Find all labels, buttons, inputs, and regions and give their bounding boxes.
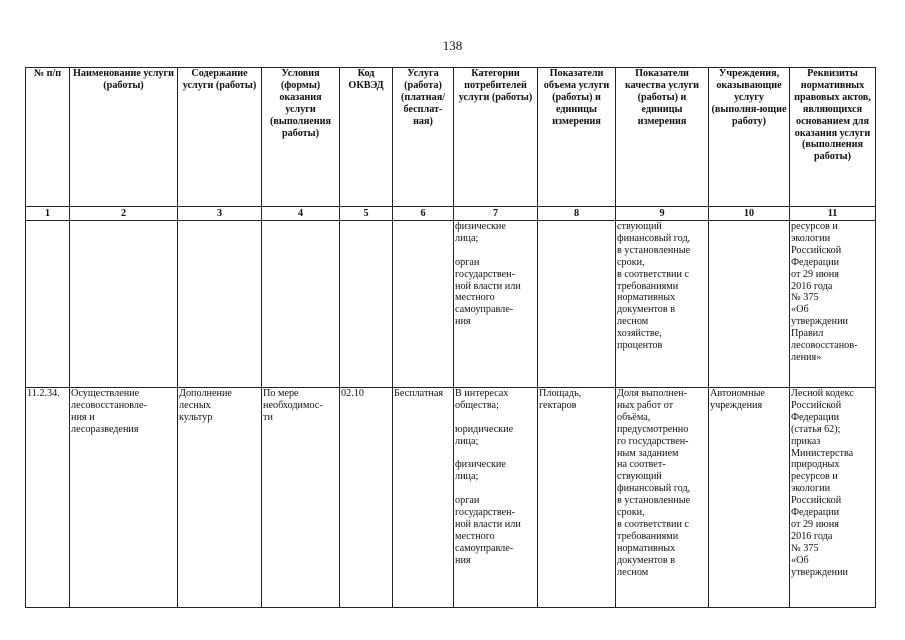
header-cell-1: № п/п — [26, 68, 70, 207]
consumers-legal-entities: юридические лица; — [455, 423, 514, 447]
cell-empty — [26, 221, 70, 388]
cell-consumers — [454, 388, 538, 608]
column-number: 4 — [262, 207, 340, 221]
cell-conditions — [262, 388, 340, 608]
header-cell-11: Реквизиты нормативных правовых актов, являющихся основанием для оказания услуги (выполнения работы) — [790, 68, 876, 207]
cell-quality — [616, 221, 709, 388]
service-name-text: Осуществление лесовосстановле- ния и лесоразведения — [71, 388, 147, 435]
cell-service-content — [178, 388, 262, 608]
header-cell-4: Условия (формы) оказания услуги (выполнения работы) — [262, 68, 340, 207]
column-number: 8 — [538, 207, 616, 221]
services-table — [25, 67, 876, 608]
consumers-individuals: физические лица; — [455, 221, 506, 244]
institutions-text: Автономные учреждения — [710, 388, 765, 411]
table-row-11-2-34 — [26, 388, 876, 608]
conditions-text: По мере необходимос- ти — [263, 388, 323, 423]
quality-text: ствующий финансовый год, в установленные сроки, в соответствии с требованиями нормативных документов в лесном хозяйстве, процентов — [617, 221, 691, 352]
cell-empty — [340, 221, 393, 388]
column-number-row — [26, 207, 876, 221]
header-cell-10: Учреждения, оказывающие услугу (выполня-ющие работу) — [709, 68, 790, 207]
column-number: 7 — [454, 207, 538, 221]
column-number: 2 — [70, 207, 178, 221]
cell-row-number: 11.2.34. — [26, 388, 70, 608]
column-number: 1 — [26, 207, 70, 221]
header-cell-8: Показатели объема услуги (работы) и единицы измерения — [538, 68, 616, 207]
table-row-continuation — [26, 221, 876, 388]
header-cell-9: Показатели качества услуги (работы) и единицы измерения — [616, 68, 709, 207]
consumers-individuals: физические лица; — [455, 459, 506, 483]
header-cell-5: Код ОКВЭД — [340, 68, 393, 207]
service-content-text: Дополнение лесных культур — [179, 388, 232, 423]
cell-legal — [790, 221, 876, 388]
cell-legal — [790, 388, 876, 608]
header-cell-7: Категории потребителей услуги (работы) — [454, 68, 538, 207]
cell-consumers — [454, 221, 538, 388]
consumers-authority: орган государствен- ной власти или местного самоуправле- ния — [455, 495, 521, 566]
cell-empty — [262, 221, 340, 388]
cell-paid: Бесплатная — [393, 388, 454, 608]
header-cell-3: Содержание услуги (работы) — [178, 68, 262, 207]
cell-okved: 02.10 — [340, 388, 393, 608]
legal-text: Лесной кодекс Российской Федерации (статья 62); приказ Министерства природных ресурсов и экологии Российской Федерации от 29 июня 2016 года № 375 «Об утверждении — [791, 388, 854, 578]
consumers-authority: орган государствен- ной власти или местного самоуправле- ния — [455, 256, 521, 328]
consumers-society: В интересах общества; — [455, 388, 509, 411]
column-number: 9 — [616, 207, 709, 221]
column-number: 5 — [340, 207, 393, 221]
legal-text: ресурсов и экологии Российской Федерации от 29 июня 2016 года № 375 «Об утверждении Правил лесовосстанов- ления» — [791, 221, 858, 363]
cell-service-name — [70, 388, 178, 608]
page-number: 138 — [442, 38, 463, 53]
cell-volume — [538, 388, 616, 608]
cell-empty — [709, 221, 790, 388]
column-number: 3 — [178, 207, 262, 221]
header-cell-2: Наименование услуги (работы) — [70, 68, 178, 207]
column-number: 11 — [790, 207, 876, 221]
quality-text: Доля выполнен- ных работ от объёма, предусмотренно го государствен- ным заданием на соответ- ствующий финансовый год, в установленные сроки, в соответствии с требованиями нормативных документов в лесном — [617, 388, 691, 578]
header-row — [26, 68, 876, 207]
cell-institutions — [709, 388, 790, 608]
cell-empty — [393, 221, 454, 388]
cell-empty — [178, 221, 262, 388]
cell-empty — [538, 221, 616, 388]
volume-text: Площадь, гектаров — [539, 388, 582, 411]
cell-empty — [70, 221, 178, 388]
column-number: 10 — [709, 207, 790, 221]
cell-quality — [616, 388, 709, 608]
header-cell-6: Услуга (работа) (платная/ бесплат-ная) — [393, 68, 454, 207]
column-number: 6 — [393, 207, 454, 221]
